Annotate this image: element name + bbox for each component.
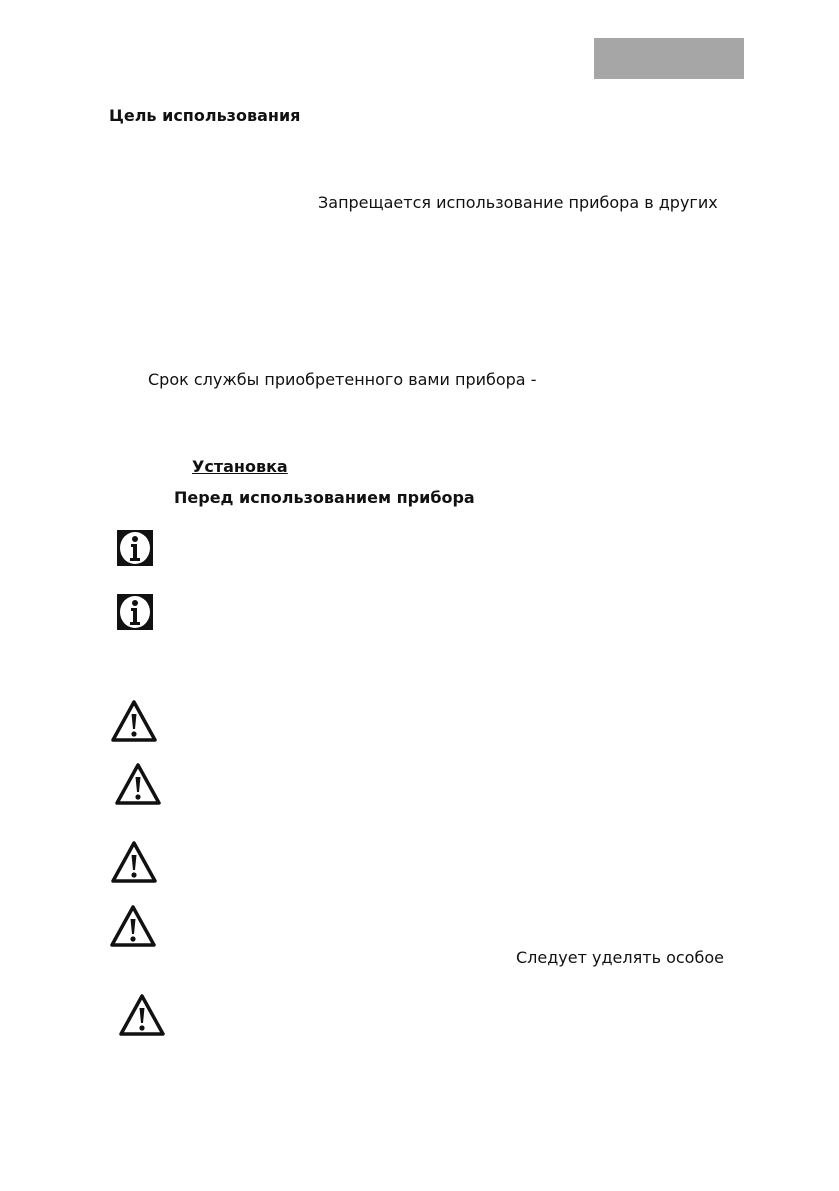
service-life-text: Срок службы приобретенного вами прибора - [148,370,537,389]
warning-icon [109,904,157,948]
header-badge [594,38,744,79]
warning-icon [114,762,162,806]
restriction-text: Запрещается использование прибора в других [318,193,718,212]
warning-icon [110,699,158,743]
purpose-heading: Цель использования [109,106,301,125]
before-use-heading: Перед использованием прибора [174,488,475,507]
info-icon [117,594,153,630]
warning-icon [118,993,166,1037]
info-icon [117,530,153,566]
installation-heading: Установка [192,457,288,476]
warning-icon [110,840,158,884]
attention-text: Следует уделять особое [516,948,724,967]
